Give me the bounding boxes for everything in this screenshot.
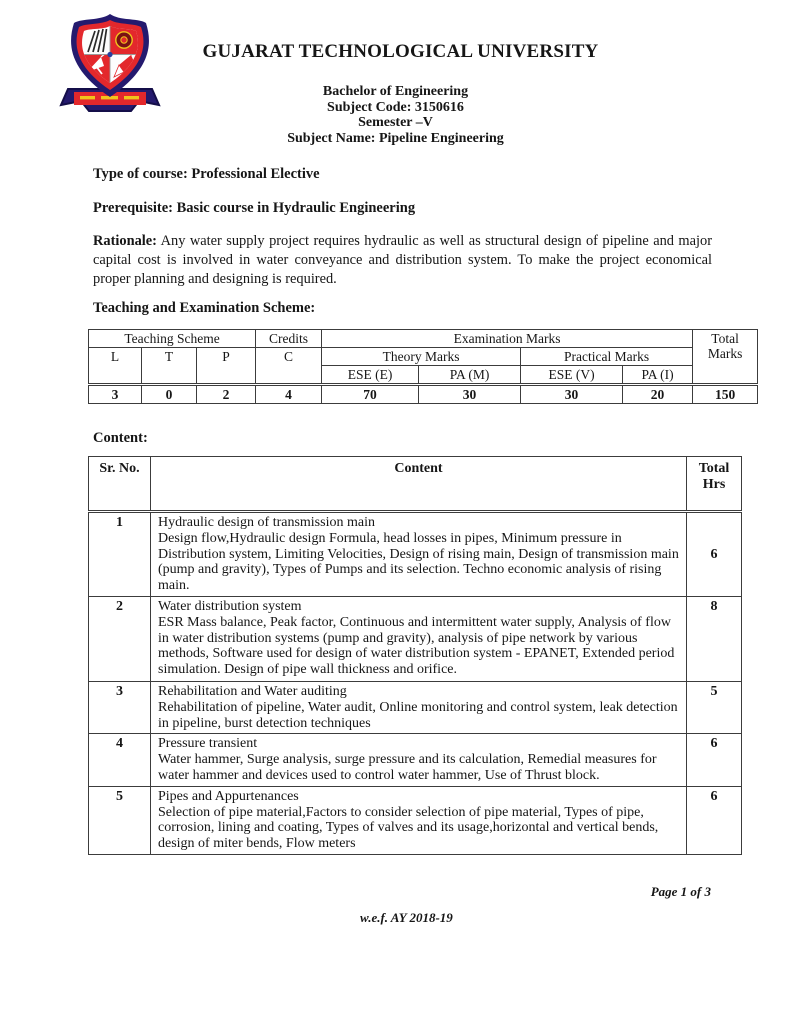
th-ese-v: ESE (V) bbox=[521, 366, 623, 385]
rationale-text: Any water supply project requires hydraulic as well as structural design of pipeline and major capital cost is involved in water conveyance and distribution system. To make the project economical proper planning and designing is required. bbox=[93, 233, 712, 287]
sr-cell: 5 bbox=[89, 786, 151, 854]
value-l: 3 bbox=[89, 385, 142, 404]
topic-description: ESR Mass balance, Peak factor, Continuous and intermittent water supply, Analysis of flow in water distribution systems (pump and gravity), analysis of pipe network by various methods, Software used for design of water distribution system - EPANET, Extended period simulation. Design of pipe wall thickness and orifice. bbox=[158, 614, 675, 678]
hrs-cell: 6 bbox=[687, 734, 742, 786]
sr-cell: 1 bbox=[89, 512, 151, 597]
subject-name-line: Subject Name: Pipeline Engineering bbox=[287, 130, 504, 146]
prerequisite-value: Basic course in Hydraulic Engineering bbox=[176, 200, 416, 216]
content-heading: Content: bbox=[93, 430, 148, 446]
hrs-cell: 5 bbox=[687, 681, 742, 733]
topic-description: Water hammer, Surge analysis, surge pressure and its calculation, Remedial measures for water hammer and devices used to control water hammer, Use of Thrust block. bbox=[158, 752, 657, 783]
semester-line: Semester –V bbox=[358, 115, 433, 131]
teaching-scheme-heading: Teaching and Examination Scheme: bbox=[93, 300, 316, 316]
th-theory-marks: Theory Marks bbox=[322, 348, 521, 366]
content-row bbox=[89, 512, 742, 597]
prerequisite-label: Prerequisite: bbox=[93, 200, 173, 216]
content-table bbox=[88, 456, 742, 855]
content-row bbox=[89, 596, 742, 681]
sr-cell: 3 bbox=[89, 681, 151, 733]
university-title: GUJARAT TECHNOLOGICAL UNIVERSITY bbox=[202, 41, 599, 62]
topic-title: Rehabilitation and Water auditing bbox=[158, 683, 347, 699]
content-cell bbox=[151, 596, 687, 681]
type-of-course-value: Professional Elective bbox=[191, 166, 320, 182]
value-total-marks: 150 bbox=[693, 385, 758, 404]
value-ese-v: 30 bbox=[521, 385, 623, 404]
teaching-scheme-table bbox=[88, 329, 758, 404]
th-credits: Credits bbox=[256, 330, 322, 348]
value-pa-i: 20 bbox=[623, 385, 693, 404]
hrs-cell: 8 bbox=[687, 596, 742, 681]
hrs-cell: 6 bbox=[687, 786, 742, 854]
th-content: Content bbox=[151, 457, 687, 512]
content-cell bbox=[151, 512, 687, 597]
th-ese-e: ESE (E) bbox=[322, 366, 419, 385]
type-of-course-label: Type of course: bbox=[93, 166, 188, 182]
topic-title: Pipes and Appurtenances bbox=[158, 788, 299, 804]
value-t: 0 bbox=[142, 385, 197, 404]
value-p: 2 bbox=[197, 385, 256, 404]
content-row bbox=[89, 734, 742, 786]
th-teaching-scheme: Teaching Scheme bbox=[89, 330, 256, 348]
th-examination-marks: Examination Marks bbox=[322, 330, 693, 348]
value-pa-m: 30 bbox=[419, 385, 521, 404]
content-cell bbox=[151, 734, 687, 786]
value-c: 4 bbox=[256, 385, 322, 404]
th-total-hrs: Total Hrs bbox=[687, 457, 742, 512]
degree-line: Bachelor of Engineering bbox=[322, 84, 469, 99]
content-cell bbox=[151, 786, 687, 854]
sr-cell: 4 bbox=[89, 734, 151, 786]
th-pa-m: PA (M) bbox=[419, 366, 521, 385]
content-header-row bbox=[89, 457, 742, 512]
topic-description: Rehabilitation of pipeline, Water audit, Online monitoring and control system, leak detection in pipeline, burst detection techniques bbox=[158, 699, 678, 731]
th-sr-no: Sr. No. bbox=[89, 457, 151, 512]
th-l: L bbox=[89, 348, 142, 385]
content-row bbox=[89, 681, 742, 733]
topic-title: Water distribution system bbox=[158, 598, 302, 614]
effective-note: w.e.f. AY 2018-19 bbox=[360, 910, 453, 925]
topic-description: Selection of pipe material,Factors to consider selection of pipe material, Types of pipe, corrosion, lining and coating, Types of valves and its usage,horizontal and vertical bends, design of miter bends, Flow meters bbox=[158, 804, 659, 852]
th-total-marks: Total Marks bbox=[693, 330, 758, 385]
rationale-label: Rationale: bbox=[93, 233, 157, 249]
topic-title: Pressure transient bbox=[158, 736, 258, 752]
th-p: P bbox=[197, 348, 256, 385]
prerequisite-line bbox=[93, 200, 713, 217]
sr-cell: 2 bbox=[89, 596, 151, 681]
th-pa-i: PA (I) bbox=[623, 366, 693, 385]
th-t: T bbox=[142, 348, 197, 385]
rationale-paragraph bbox=[93, 232, 712, 289]
th-c: C bbox=[256, 348, 322, 385]
hrs-cell: 6 bbox=[687, 512, 742, 597]
subject-code-line: Subject Code: 3150616 bbox=[327, 99, 464, 115]
topic-description: Design flow,Hydraulic design Formula, head losses in pipes, Minimum pressure in Distribution system, Limiting Velocities, Design of rising main, Design of transmission main (pump and gravity), Types of Pumps and its selection. Techno economic analysis of rising main. bbox=[158, 530, 679, 594]
value-ese-e: 70 bbox=[322, 385, 419, 404]
content-cell bbox=[151, 681, 687, 733]
th-practical-marks: Practical Marks bbox=[521, 348, 693, 366]
topic-title: Hydraulic design of transmission main bbox=[158, 515, 375, 530]
type-of-course-line bbox=[93, 166, 713, 183]
header-subtitle-block bbox=[0, 84, 791, 146]
page-number: Page 1 of 3 bbox=[650, 884, 711, 899]
content-row bbox=[89, 786, 742, 854]
